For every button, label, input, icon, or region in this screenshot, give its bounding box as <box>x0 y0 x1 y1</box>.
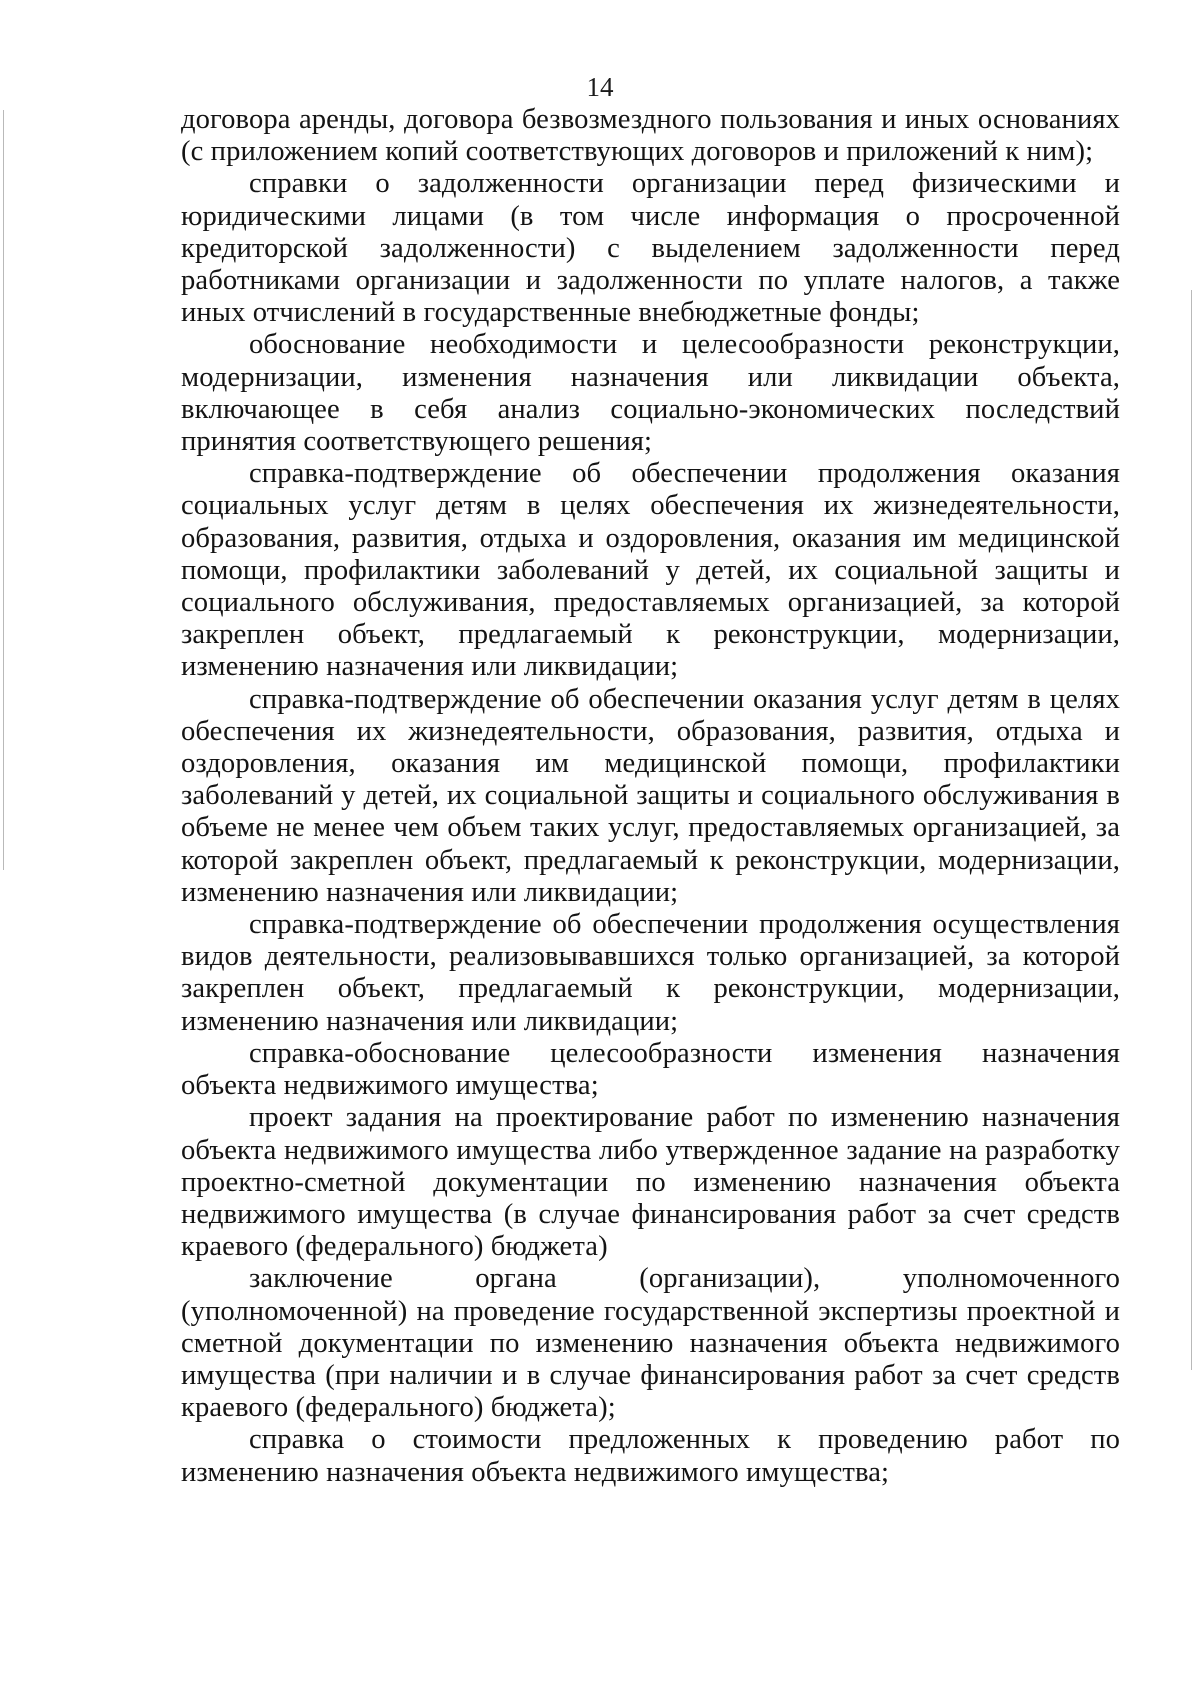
document-body <box>181 104 1120 1489</box>
paragraph-cost-certificate: справка о стоимости предложенных к проведению работ по изменению назначения объекта недвижимого имущества; <box>181 1424 1120 1488</box>
scan-edge-left <box>3 110 4 870</box>
paragraph-debt-certificate: справки о задолженности организации перед физическими и юридическими лицами (в том числе информация о просроченной кредиторской задолженности) с выделением задолженности перед работниками организации и задолженности по уплате налогов, а также иных отчислений в государственные внебюджетные фонды; <box>181 168 1120 329</box>
page-number: 14 <box>586 72 614 102</box>
paragraph-justification: обоснование необходимости и целесообразности реконструкции, модернизации, изменения назначения или ликвидации объекта, включающее в себя анализ социально-экономических последствий принятия соответствующего решения; <box>181 329 1120 458</box>
paragraph-design-assignment: проект задания на проектирование работ по изменению назначения объекта недвижимого имущества либо утвержденное задание на разработку проектно-сметной документации по изменению назначения объекта недвижимого имущества (в случае финансирования работ за счет средств краевого (федерального) бюджета) <box>181 1102 1120 1263</box>
scan-edge-right <box>1191 290 1192 1370</box>
paragraph-purpose-change-justification: справка-обоснование целесообразности изменения назначения объекта недвижимого имущества; <box>181 1037 1120 1102</box>
paragraph-expertise-conclusion: заключение органа (организации), уполномоченного (уполномоченной) на проведение государственной экспертизы проектной и сметной документации по изменению назначения объекта недвижимого имущества (при наличии и в случае финансирования работ за счет средств краевого (федерального) бюджета); <box>181 1263 1120 1424</box>
paragraph-lease-agreements: договора аренды, договора безвозмездного пользования и иных основаниях (с приложением копий соответствующих договоров и приложений к ним); <box>181 104 1120 168</box>
paragraph-activities-confirmation: справка-подтверждение об обеспечении продолжения осуществления видов деятельности, реализовывавшихся только организацией, за которой закреплен объект, предлагаемый к реконструкции, модернизации, изменению назначения или ликвидации; <box>181 909 1120 1037</box>
paragraph-continuation-confirmation: справка-подтверждение об обеспечении продолжения оказания социальных услуг детям в целях обеспечения их жизнедеятельности, образования, развития, отдыха и оздоровления, оказания им медицинской помощи, профилактики заболеваний у детей, их социальной защиты и социального обслуживания, предоставляемых организацией, за которой закреплен объект, предлагаемый к реконструкции, модернизации, изменению назначения или ликвидации; <box>181 458 1120 683</box>
paragraph-services-confirmation: справка-подтверждение об обеспечении оказания услуг детям в целях обеспечения их жизнедеятельности, образования, развития, отдыха и оздоровления, оказания им медицинской помощи, профилактики заболеваний у детей, их социальной защиты и социального обслуживания в объеме не менее чем объем таких услуг, предоставляемых организацией, за которой закреплен объект, предлагаемый к реконструкции, модернизации, изменению назначения или ликвидации; <box>181 683 1120 908</box>
